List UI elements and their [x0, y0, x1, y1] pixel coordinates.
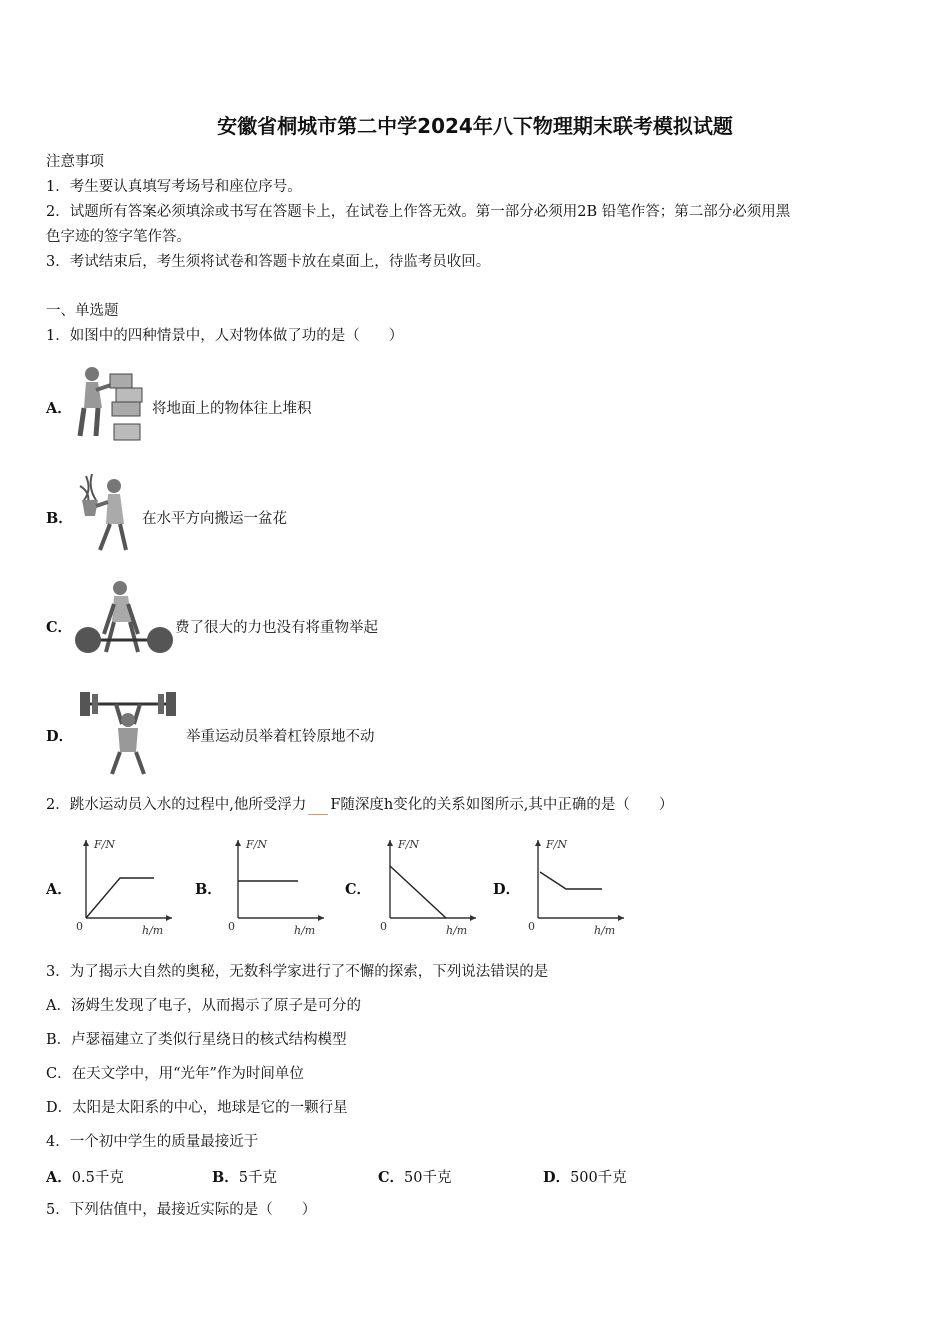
graph-d-xlabel: h/m	[594, 924, 616, 937]
q1-option-d-text: 举重运动员举着杠铃原地不动	[186, 729, 375, 745]
q2-option-c-label: C．	[345, 881, 372, 898]
q1-option-a-text: 将地面上的物体往上堆积	[152, 401, 312, 417]
graph-d-curve	[540, 872, 602, 889]
graph-a	[72, 834, 176, 940]
question-1-stem: 1．如图中的四种情景中，人对物体做了功的是（ ）	[46, 328, 404, 344]
weightlifter-illustration	[74, 688, 182, 780]
graph-a-ylabel: F/N	[94, 838, 115, 851]
page-title: 安徽省桐城市第二中学2024年八下物理期末联考模拟试题	[217, 114, 733, 138]
q2-option-b-label: B．	[195, 881, 222, 898]
graph-b-origin: 0	[228, 920, 235, 933]
question-5-stem: 5．下列估值中，最接近实际的是（ ）	[46, 1202, 317, 1218]
q4-option-a: A．0.5千克	[46, 1169, 124, 1186]
graph-b-ylabel: F/N	[246, 838, 267, 851]
q3-option-a: A．汤姆生发现了电子，从而揭示了原子是可分的	[46, 998, 361, 1014]
q4-option-d: D．500千克	[543, 1169, 627, 1186]
q4-option-b: B．5千克	[212, 1169, 277, 1186]
q2-option-d-label: D．	[493, 881, 521, 898]
graph-c-curve	[390, 866, 446, 918]
notice-item-2: 2．试题所有答案必须填涂或书写在答题卡上，在试卷上作答无效。第一部分必须用2B 铅笔作答；第二部分必须用黑	[46, 204, 791, 220]
graph-a-origin: 0	[76, 920, 83, 933]
notice-heading: 注意事项	[46, 154, 104, 170]
notice-item-2-cont: 色字迹的签字笔作答。	[46, 229, 191, 245]
graph-c-ylabel: F/N	[398, 838, 419, 851]
notice-item-1: 1．考生要认真填写考场号和座位序号。	[46, 179, 302, 195]
q1-option-b-label: B．	[46, 510, 73, 527]
q3-option-c: C．在天文学中，用“光年”作为时间单位	[46, 1066, 304, 1082]
notice-item-3: 3．考试结束后，考生须将试卷和答题卡放在桌面上，待监考员收回。	[46, 254, 491, 270]
graph-d	[524, 834, 628, 940]
graph-b-xlabel: h/m	[294, 924, 316, 937]
q1-option-d-label: D．	[46, 728, 74, 745]
graph-c	[376, 834, 480, 940]
graph-d-ylabel: F/N	[546, 838, 567, 851]
q1-option-b-text: 在水平方向搬运一盆花	[142, 511, 287, 527]
q1-option-c-label: C．	[46, 619, 73, 636]
question-2-stem-part2: F随深度h变化的关系如图所示,其中正确的是（ ）	[330, 797, 674, 813]
blank-mark	[308, 800, 328, 815]
graph-c-origin: 0	[380, 920, 387, 933]
question-2-stem-part1: 2．跳水运动员入水的过程中,他所受浮力	[46, 797, 307, 813]
q3-option-d: D．太阳是太阳系的中心，地球是它的一颗行星	[46, 1100, 348, 1116]
question-3-stem: 3．为了揭示大自然的奥秘，无数科学家进行了不懈的探索，下列说法错误的是	[46, 964, 549, 980]
q1-option-c-text: 费了很大的力也没有将重物举起	[175, 620, 378, 636]
q2-option-a-label: A．	[46, 881, 72, 898]
graph-a-curve	[86, 878, 154, 918]
q4-option-c: C．50千克	[378, 1169, 452, 1186]
graph-c-xlabel: h/m	[446, 924, 468, 937]
q1-option-a-label: A．	[46, 400, 72, 417]
section-heading: 一、单选题	[46, 303, 119, 319]
question-4-stem: 4．一个初中学生的质量最接近于	[46, 1134, 259, 1150]
stacking-boxes-illustration	[74, 362, 150, 446]
q3-option-b: B．卢瑟福建立了类似行星绕日的核式结构模型	[46, 1032, 347, 1048]
graph-d-origin: 0	[528, 920, 535, 933]
graph-a-xlabel: h/m	[142, 924, 164, 937]
graph-b	[224, 834, 328, 940]
question-2-stem	[46, 795, 673, 815]
carrying-flowerpot-illustration	[74, 472, 134, 556]
failed-lift-illustration	[74, 578, 174, 664]
